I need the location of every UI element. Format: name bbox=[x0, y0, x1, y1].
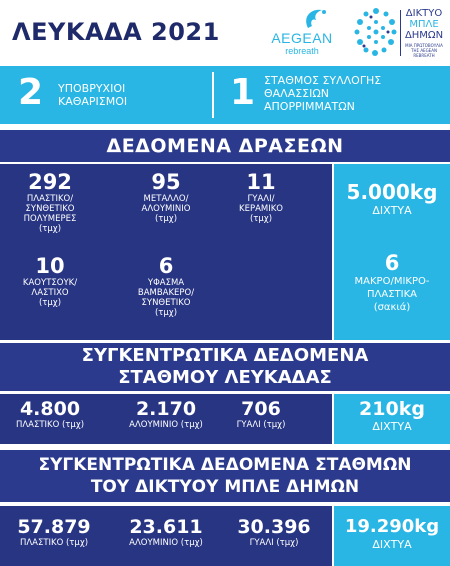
station-label: ΓΥΑΛΙ (τμχ) bbox=[236, 420, 286, 430]
network-item bbox=[4, 516, 104, 549]
rebreath-text: rebreath bbox=[285, 46, 319, 56]
network-text-2: ΜΠΛΕ bbox=[409, 19, 439, 30]
network-title bbox=[0, 450, 450, 502]
action-value: 6 bbox=[158, 254, 174, 278]
network-value: 23.611 bbox=[129, 516, 203, 538]
bags-value: 6 bbox=[384, 251, 400, 275]
station-panel bbox=[0, 394, 332, 444]
station-label: ΠΛΑΣΤΙΚΟ (τμχ) bbox=[15, 420, 85, 430]
station-item bbox=[118, 398, 214, 431]
network-small-text: ΜΙΑ ΠΡΩΤΟΒΟΥΛΙΑ ΤΗΣ AEGEAN REBREATH bbox=[405, 43, 443, 58]
network-title-line-1: ΣΥΓΚΕΝΤΡΩΤΙΚΑ ΔΕΔΟΜΕΝΑ ΣΤΑΘΜΩΝ bbox=[38, 455, 412, 475]
network-panel bbox=[0, 506, 332, 566]
dots-circle-icon bbox=[354, 6, 398, 58]
action-label: ΥΦΑΣΜΑ ΒΑΜΒΑΚΕΡΟ/ ΣΥΝΘΕΤΙΚΟ (τμχ) bbox=[137, 278, 195, 318]
station-value: 4.800 bbox=[19, 398, 81, 420]
action-item bbox=[4, 254, 96, 308]
nets-label: ΔΙΧΤΥΑ bbox=[372, 204, 412, 217]
action-item bbox=[225, 170, 297, 224]
actions-side-panel bbox=[334, 164, 450, 340]
actions-panel bbox=[0, 164, 332, 340]
network-value: 30.396 bbox=[237, 516, 311, 538]
action-value: 10 bbox=[35, 254, 65, 278]
dolphin-icon bbox=[262, 6, 342, 32]
action-item bbox=[120, 170, 212, 224]
action-value: 11 bbox=[246, 170, 276, 194]
network-nets-value: 19.290kg bbox=[344, 516, 440, 537]
station-item bbox=[4, 398, 96, 431]
network-item bbox=[224, 516, 324, 549]
network-item bbox=[114, 516, 218, 549]
station-label: ΑΛΟΥΜΙΝΙΟ (τμχ) bbox=[129, 420, 203, 430]
station-nets-value: 210kg bbox=[359, 398, 425, 420]
action-item bbox=[4, 170, 96, 234]
logo-divider bbox=[400, 10, 401, 56]
network-title-line-2: ΤΟΥ ΔΙΚΤΥΟΥ ΜΠΛΕ ΔΗΜΩΝ bbox=[90, 477, 360, 497]
dives-label-1: ΥΠΟΒΡΥΧΙΟΙ bbox=[58, 82, 126, 95]
network-text-1: ΔΙΚΤΥΟ bbox=[405, 8, 443, 19]
summary-divider bbox=[212, 72, 214, 118]
aegean-rebreath-logo bbox=[262, 6, 342, 60]
network-nets-label: ΔΙΧΤΥΑ bbox=[372, 538, 412, 551]
network-label: ΓΥΑΛΙ (τμχ) bbox=[249, 538, 299, 548]
action-label: ΠΛΑΣΤΙΚΟ/ ΣΥΝΘΕΤΙΚΟ ΠΟΛΥΜΕΡΕΣ (τμχ) bbox=[23, 194, 77, 234]
station-value: 2.170 bbox=[135, 398, 197, 420]
network-side-panel bbox=[334, 506, 450, 566]
station-label-1: ΣΤΑΘΜΟΣ ΣΥΛΛΟΓΗΣ bbox=[264, 74, 382, 87]
station-title-line-1: ΣΥΓΚΕΝΤΡΩΤΙΚΑ ΔΕΔΟΜΕΝΑ bbox=[81, 345, 369, 366]
station-label-3: ΑΠΟΡΡΙΜΜΑΤΩΝ bbox=[264, 100, 355, 113]
station-title bbox=[0, 343, 450, 391]
action-value: 292 bbox=[28, 170, 72, 194]
station-value: 706 bbox=[241, 398, 281, 420]
nets-value: 5.000kg bbox=[346, 180, 438, 204]
station-side-panel bbox=[334, 394, 450, 444]
blue-cities-network-logo bbox=[354, 4, 446, 64]
bags-label: ΜΑΚΡΟ/ΜΙΚΡΟ- ΠΛΑΣΤΙΚΑ (σακιά) bbox=[354, 276, 430, 313]
station-label-2: ΘΑΛΑΣΣΙΩΝ bbox=[264, 87, 330, 100]
station-item bbox=[225, 398, 297, 431]
summary-bar bbox=[0, 66, 450, 124]
network-text-3: ΔΗΜΩΝ bbox=[404, 30, 444, 41]
dives-number: 2 bbox=[18, 72, 44, 113]
aegean-text: AEGEAN bbox=[271, 30, 333, 46]
action-label: ΜΕΤΑΛΛΟ/ ΑΛΟΥΜΙΝΙΟ (τμχ) bbox=[141, 194, 191, 224]
page-title: ΛΕΥΚΑΔΑ 2021 bbox=[12, 18, 220, 46]
network-value: 57.879 bbox=[17, 516, 91, 538]
station-number: 1 bbox=[230, 72, 256, 113]
dives-label-2: ΚΑΘΑΡΙΣΜΟΙ bbox=[58, 95, 128, 108]
station-nets-label: ΔΙΧΤΥΑ bbox=[372, 420, 412, 433]
actions-title: ΔΕΔΟΜΕΝΑ ΔΡΑΣΕΩΝ bbox=[0, 130, 450, 162]
action-label: ΓΥΑΛΙ/ ΚΕΡΑΜΙΚΟ (τμχ) bbox=[239, 194, 283, 224]
station-title-line-2: ΣΤΑΘΜΟΥ ΛΕΥΚΑΔΑΣ bbox=[118, 367, 332, 388]
action-value: 95 bbox=[151, 170, 181, 194]
network-label: ΑΛΟΥΜΙΝΙΟ (τμχ) bbox=[129, 538, 203, 548]
action-label: ΚΑΟΥΤΣΟΥΚ/ ΛΑΣΤΙΧΟ (τμχ) bbox=[22, 278, 78, 308]
action-item bbox=[120, 254, 212, 318]
network-label: ΠΛΑΣΤΙΚΟ (τμχ) bbox=[19, 538, 89, 548]
